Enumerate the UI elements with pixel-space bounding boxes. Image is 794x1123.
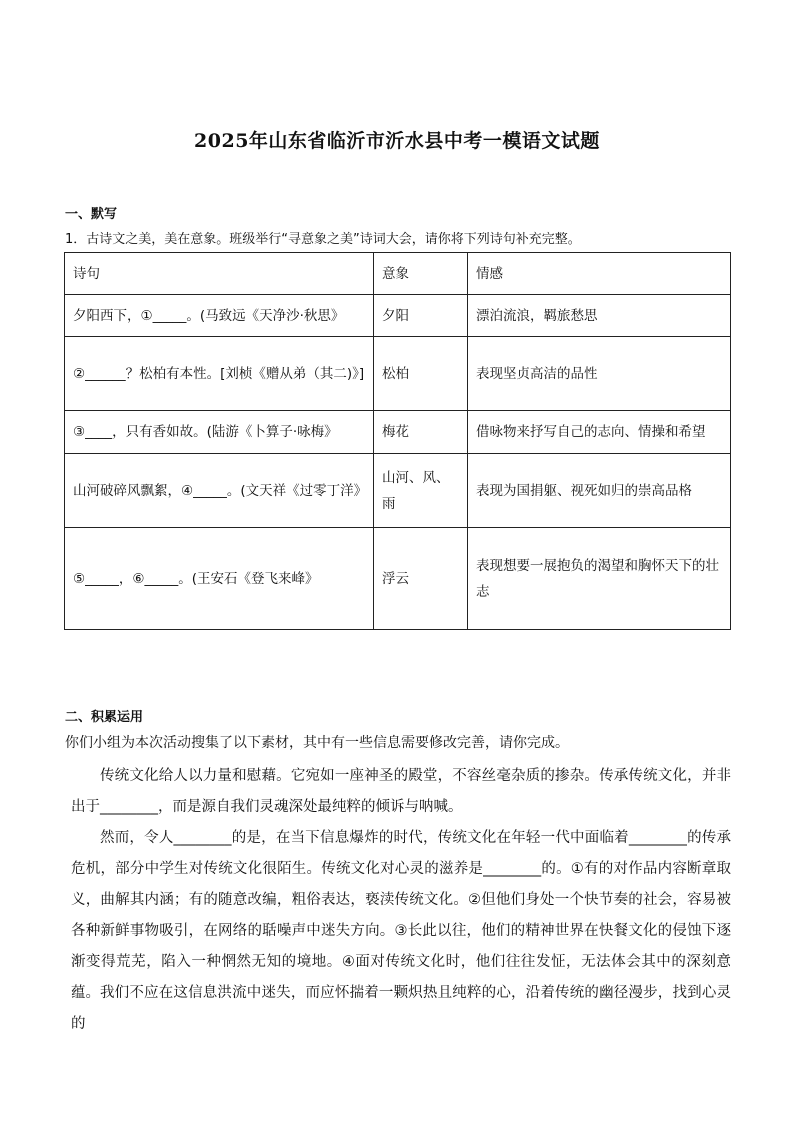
table-row — [65, 337, 731, 411]
header-cell-image: 意象 — [374, 253, 468, 295]
section-heading-accumulation: 二、积累运用 — [65, 710, 144, 725]
header-cell-emotion: 情感 — [468, 253, 731, 295]
image-cell: 山河、风、雨 — [374, 454, 468, 528]
emotion-cell: 表现为国捐躯、视死如归的崇高品格 — [468, 454, 731, 528]
poem-line-cell: ③____，只有香如故。(陆游《卜算子·咏梅》 — [65, 411, 374, 454]
section-heading-dictation: 一、默写 — [65, 207, 118, 222]
section-2-intro: 你们小组为本次活动搜集了以下素材，其中有一些信息需要修改完善，请你完成。 — [65, 735, 569, 751]
poem-table — [64, 252, 731, 630]
emotion-cell: 表现坚贞高洁的品性 — [468, 337, 731, 411]
table-row — [65, 454, 731, 528]
table-row — [65, 411, 731, 454]
poem-line-cell: 夕阳西下，①_____。(马致远《天净沙·秋思》 — [65, 295, 374, 337]
table-row — [65, 528, 731, 630]
image-cell: 夕阳 — [374, 295, 468, 337]
poem-line-cell: ②______？松柏有本性。[刘桢《赠从弟（其二)》] — [65, 337, 374, 411]
table-header-row — [65, 253, 731, 295]
emotion-cell: 表现想要一展抱负的渴望和胸怀天下的壮志 — [468, 528, 731, 630]
emotion-cell: 借咏物来抒写自己的志向、情操和希望 — [468, 411, 731, 454]
paragraph: 我们不应在这信息洪流中迷失，而应怀揣着一颗炽热且纯粹的心，沿着传统的幽径漫步，找到心灵的 — [71, 985, 731, 1032]
paragraph: 然而，令人________的是，在当下信息爆炸的时代，传统文化在年轻一代中面临着________的传承危机，部分中学生对传统文化很陌生。传统文化对心灵的滋养是________的。①有的对作品内容断章取义，曲解其内涵；有的随意改编，粗俗表达，亵渎传统文化。②但他们身处一个快节奏的社会，容易被各种新鲜事物吸引，在网络的聒噪声中迷失方向。③长此以往，他们的精神世界在快餐文化的侵蚀下逐渐变得荒芜，陷入一种惘然无知的境地。④面对传统文化时，他们往往发怔，无法体会其中的深刻意蕴。 — [71, 830, 731, 1001]
page-title: 2025年山东省临沂市沂水县中考一模语文试题 — [194, 130, 600, 152]
question-1-prompt: 1．古诗文之美，美在意象。班级举行“寻意象之美”诗词大会，请你将下列诗句补充完整。 — [65, 232, 581, 247]
poem-line-cell: ⑤_____，⑥_____。(王安石《登飞来峰》 — [65, 528, 374, 630]
image-cell: 松柏 — [374, 337, 468, 411]
poem-line-cell: 山河破碎风飘絮，④_____。(文天祥《过零丁洋》 — [65, 454, 374, 528]
image-cell: 梅花 — [374, 411, 468, 454]
image-cell: 浮云 — [374, 528, 468, 630]
header-cell-poem: 诗句 — [65, 253, 374, 295]
emotion-cell: 漂泊流浪，羁旅愁思 — [468, 295, 731, 337]
table-row — [65, 295, 731, 337]
paragraph: 传统文化给人以力量和慰藉。它宛如一座神圣的殿堂，不容丝毫杂质的掺杂。传承传统文化，并非出于________，而是源自我们灵魂深处最纯粹的倾诉与呐喊。 — [71, 768, 731, 815]
